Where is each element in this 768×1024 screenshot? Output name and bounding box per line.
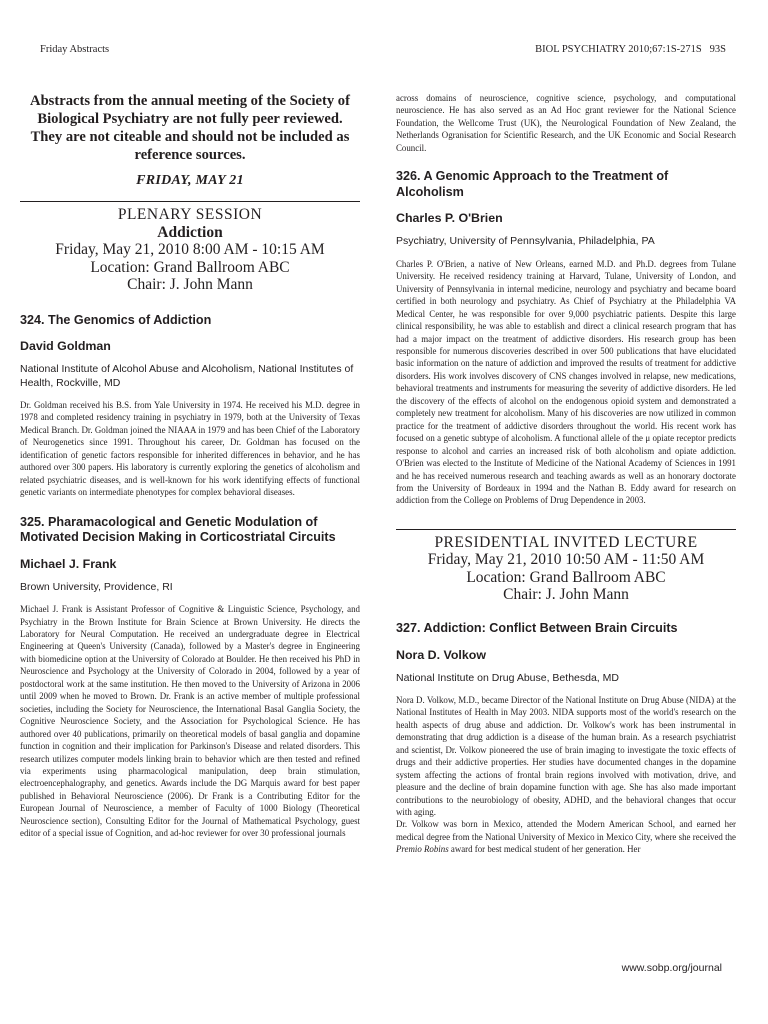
journal-citation: BIOL PSYCHIATRY 2010;67:1S-271S — [535, 44, 702, 55]
award-name: Premio Robins — [396, 844, 449, 855]
disclaimer: Abstracts from the annual meeting of the Society of Biological Psychiatry are not fully peer reviewed. They are not citeable and should not be included as reference sources. — [30, 93, 350, 163]
session-time: Friday, May 21, 2010 10:50 AM - 11:50 AM — [427, 551, 705, 569]
abstract-body: Michael J. Frank is Assistant Professor of Cognitive & Linguistic Science, Psychology, and Psychiatry in the Brown Institute for Brain Science at Brown University. He directs the Laboratory for Neural Computation. He received an undergraduate degree in Electrical Engineering at Queen's University (Canada), followed by a Master's degree in Engineering with biomedicine option at the University of Colorado at Boulder. He then received his PhD in Neuroscience and Psychology at the University of Colorado in 2004, followed by a year of postdoctoral work at the same institution. He then moved to the University of Arizona in 2006 until 2009 when he moved to Brown. Dr. Frank is an active member of multiple professional societies, including the Society for Neuroscience, the International Basal Ganglia Society, the Cognitive Neuroscience Society, and the Association for Psychological Science. He has authored over 40 publications, primarily on theoretical models of basal ganglia and dopamine function in cognition and their implication for Parkinson's Disease and related disorders. This research utilizes computer models linking brain to behavior which are then tested and refined via experiments using pharmacological manipulation, deep brain stimulation, electroencephalography, and genetics. Awards include the DG Marquis award for best paper published in Behavioral Neuroscience (2006). Dr Frank is a Contributing Editor for the European Journal of Neuroscience, a member of Faculty of 1000 Biology (Theoretical Neuroscience section), Consulting Editor for the Journal of Mathematical Psychology, guest editor of a special issue of Cognition, and ad-hoc reviewer for over 30 professional journals — [20, 604, 360, 839]
abstract-author: Nora D. Volkow — [396, 647, 486, 662]
abstract-affiliation: National Institute of Alcohol Abuse and Alcoholism, National Institutes of Health, Rockville, MD — [20, 363, 354, 389]
abstract-body: Dr. Goldman received his B.S. from Yale University in 1974. He received his M.D. degree in 1978 and completed residency training in psychiatry in 1979, both at the University of Texas Medical Branch. Dr. Goldman joined the NIAAA in 1979 and has been Chief of the Laboratory of Neurogenetics since 1991. Throughout his career, Dr. Goldman has focused on the identification of genetic factors responsible for inherited differences in behavior, and he has authored over 300 papers. His laboratory is currently exploring the genetics of alcoholism and related psychiatric diseases, and is well-known for his work identifying effects of functional genetic variants on intermediate phenotypes for complex behavioral diseases. — [20, 399, 360, 498]
abstract-title: 327. Addiction: Conflict Between Brain Circuits — [396, 620, 678, 635]
session-kind: PLENARY SESSION — [117, 206, 263, 223]
abstract-affiliation: Psychiatry, University of Pennsylvania, Philadelphia, PA — [396, 235, 655, 248]
abstract-title: 325. Pharamacological and Genetic Modulation of Motivated Decision Making in Corticostriatal Circuits — [20, 514, 336, 545]
abstract-author: David Goldman — [20, 339, 111, 354]
running-head — [0, 44, 768, 60]
abstract-body-paragraph: Dr. Volkow was born in Mexico, attended the Modern American School, and earned her medical degree from the National University of Mexico in Mexico City, where she received the Premio Robins award for best medical student of her generation. Her — [396, 819, 736, 855]
left-column — [20, 92, 360, 840]
abstract-324 — [20, 313, 360, 499]
session-topic: Addiction — [157, 223, 223, 241]
session-time: Friday, May 21, 2010 8:00 AM - 10:15 AM — [55, 241, 325, 258]
abstract-body: Nora D. Volkow, M.D., became Director of the National Institute on Drug Abuse (NIDA) at the National Institutes of Health in May 2003. NIDA supports most of the world's research on the health aspects of drug abuse and addiction. Dr. Volkow's work has been instrumental in demonstrating that drug addiction is a disease of the human brain. As a research psychiatrist and scientist, Dr. Volkow pioneered the use of brain imaging to investigate the toxic effects of drugs and their addictive properties. Her studies have documented changes in the dopamine system affecting the actions of frontal brain regions involved with motivation, drive, and pleasure and the decline of brain dopamine function with age. She has also made important contributions to the neurobiology of obesity, ADHD, and the behavioral changes that occur with aging. — [396, 694, 736, 817]
abstract-affiliation: National Institute on Drug Abuse, Bethesda, MD — [396, 671, 619, 684]
running-head-section: Friday Abstracts — [40, 44, 110, 55]
abstract-title: 324. The Genomics of Addiction — [20, 312, 212, 327]
session-kind: PRESIDENTIAL INVITED LECTURE — [434, 533, 698, 551]
plenary-session-block — [20, 206, 360, 294]
abstract-325-continued: across domains of neuroscience, cognitive science, psychology, and computational neuroscience. He has also served as an Ad Hoc grant reviewer for the National Science Foundation, the Wellcome Trust (UK), the Neurological Foundation of New Zealand, the Netherlands Ogranisation for Scientific Research, and the UK Economic and Social Research Council. — [396, 93, 736, 153]
abstract-title: 326. A Genomic Approach to the Treatment of Alcoholism — [396, 169, 669, 199]
footer-url: www.sobp.org/journal — [621, 962, 722, 974]
abstract-326 — [396, 169, 736, 507]
page-number: 93S — [709, 44, 726, 55]
section-rule — [20, 201, 360, 202]
abstract-325 — [20, 515, 360, 840]
presidential-lecture-block — [396, 534, 736, 604]
abstract-affiliation: Brown University, Providence, RI — [20, 580, 173, 593]
section-rule — [396, 529, 736, 530]
date-heading: FRIDAY, MAY 21 — [136, 173, 244, 188]
abstract-author: Charles P. O'Brien — [396, 211, 503, 226]
session-chair: Chair: J. John Mann — [127, 276, 253, 293]
abstract-body: Charles P. O'Brien, a native of New Orleans, earned M.D. and Ph.D. degrees from Tulane University. He received residency training at Harvard, Tulane, University of London, and University of Pennsylvania in internal medicine, neurology and psychiatry and became board certified in both neurology and psychiatry. As Chief of Psychiatry at the Philadelphia VA Medical Center, he was responsible for over 9,000 psychiatric patients. Despite this large clinical responsibility, he was able to establish and direct a clinical research program that has had a major impact on the treatment of addictive disorders. His research group has been responsible for numerous discoveries described in over 500 publications that have elucidated basic information on the nature of addiction and improved the results of treatment for addictive disorders. His work involves discovery of CNS changes involved in relapse, new medications, behavioral treatments and instruments for measuring the severity of addictive disorders. He led the discovery of the effects of alcohol on the endogenous opioid system and demonstrated a completely new treatment for alcoholism. Many of his discoveries are now utilized in common practice for the treatment of addictive disorders throughout the world. His recent work has focused on a genetic subtype of alcoholism. A functional allele of the μ opiate receptor predicts response to alcohol and carries an increased risk of both alcoholism and opiate addiction. O'Brien was elected to the Institute of Medicine of the National Academy of Sciences in 1991 and he has received numerous research and teaching awards as well as an honorary doctorate from the University of Bordeaux in 1994 and the Nathan B. Eddy award for research on addiction from the College on Problems of Drug Dependence in 2003. — [396, 258, 736, 506]
abstract-author: Michael J. Frank — [20, 556, 117, 571]
running-head-journal — [535, 44, 726, 55]
session-location: Location: Grand Ballroom ABC — [90, 258, 290, 276]
session-chair: Chair: J. John Mann — [503, 586, 629, 604]
right-column — [396, 92, 736, 856]
session-location: Location: Grand Ballroom ABC — [466, 568, 666, 586]
abstract-327 — [396, 621, 736, 856]
